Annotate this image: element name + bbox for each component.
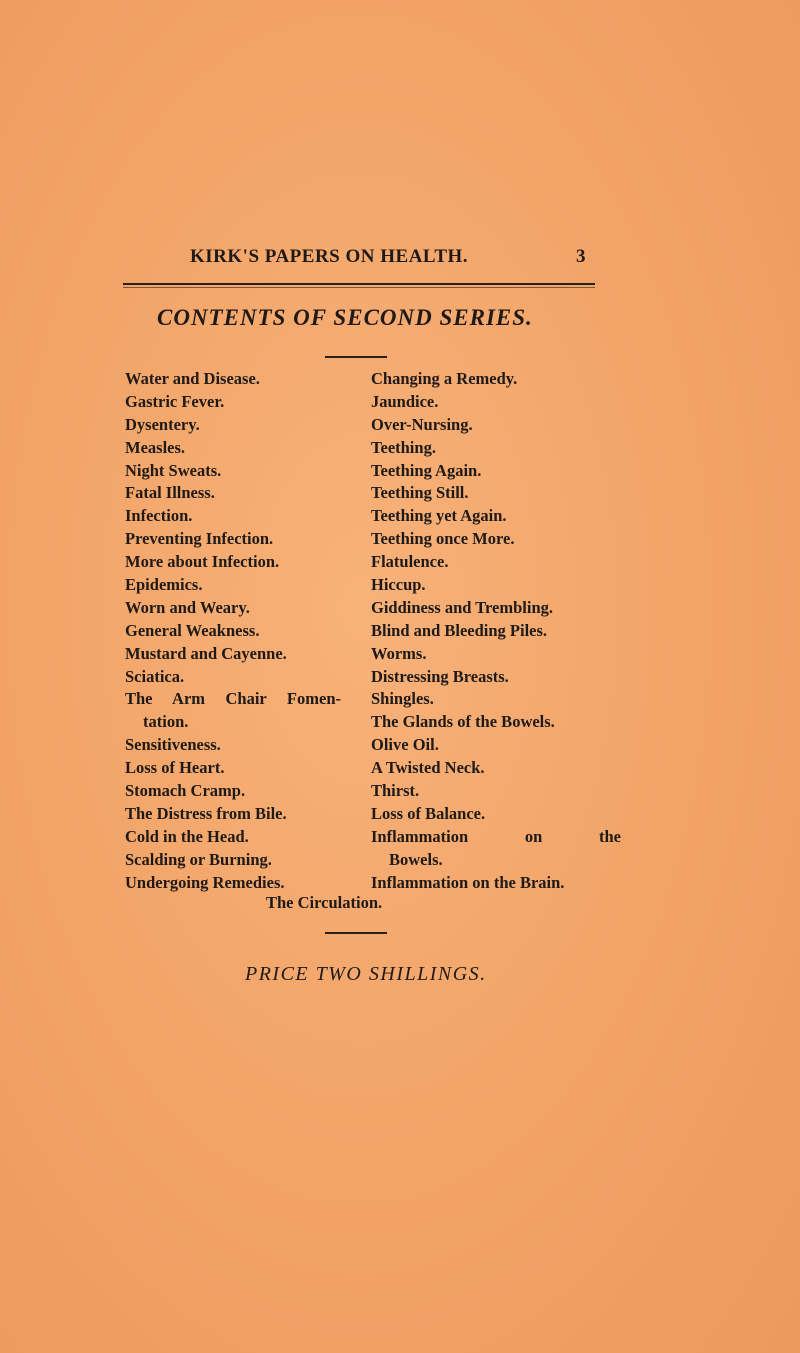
header-rule-thin <box>123 287 595 288</box>
contents-item: Hiccup. <box>371 575 426 595</box>
contents-item-continuation: tation. <box>143 712 189 732</box>
contents-item: Dysentery. <box>125 414 200 434</box>
contents-item: Over-Nursing. <box>371 414 473 434</box>
contents-item-continuation: Bowels. <box>389 849 443 869</box>
contents-item: Cold in the Head. <box>125 826 249 846</box>
contents-item: Epidemics. <box>125 575 203 595</box>
contents-item: Thirst. <box>371 781 420 801</box>
contents-item: Undergoing Remedies. <box>125 872 285 892</box>
contents-left-column <box>125 368 341 894</box>
contents-item: General Weakness. <box>125 620 260 640</box>
contents-item: Scalding or Burning. <box>125 849 272 869</box>
contents-item: Shingles. <box>371 689 434 709</box>
title-divider <box>325 356 387 358</box>
header-rule <box>123 283 595 285</box>
contents-item: Teething once More. <box>371 529 515 549</box>
contents-item: Worn and Weary. <box>125 597 250 617</box>
contents-item: Inflammation on the Brain. <box>371 872 565 892</box>
contents-item: Inflammation on the <box>371 826 621 846</box>
price-divider <box>325 932 387 934</box>
contents-item: Gastric Fever. <box>125 391 225 411</box>
contents-item: Worms. <box>371 643 427 663</box>
contents-item: Blind and Bleeding Piles. <box>371 620 548 640</box>
contents-item: Teething Again. <box>371 460 482 480</box>
contents-right-column <box>371 368 641 894</box>
contents-item: Loss of Heart. <box>125 758 225 778</box>
contents-item: Flatulence. <box>371 552 449 572</box>
contents-item: The Distress from Bile. <box>125 803 287 823</box>
contents-item: Water and Disease. <box>125 369 260 388</box>
contents-item: A Twisted Neck. <box>371 758 485 778</box>
contents-item: Distressing Breasts. <box>371 666 509 686</box>
contents-item: Teething Still. <box>371 483 469 503</box>
contents-item: Night Sweats. <box>125 460 222 480</box>
contents-item: Changing a Remedy. <box>371 369 518 388</box>
contents-item: Sciatica. <box>125 666 185 686</box>
contents-item: Olive Oil. <box>371 735 439 755</box>
contents-item: Fatal Illness. <box>125 483 215 503</box>
contents-item: Giddiness and Trembling. <box>371 597 554 617</box>
page-number: 3 <box>576 246 586 267</box>
section-title: CONTENTS OF SECOND SERIES. <box>157 305 533 330</box>
running-head-title: KIRK'S PAPERS ON HEALTH. <box>190 246 469 267</box>
price-line: PRICE TWO SHILLINGS. <box>245 963 487 985</box>
contents-item: More about Infection. <box>125 552 280 572</box>
contents-item: Sensitiveness. <box>125 735 221 755</box>
contents-item: Stomach Cramp. <box>125 781 246 801</box>
contents-final-item: The Circulation. <box>266 893 383 912</box>
contents-item: Jaundice. <box>371 391 439 411</box>
contents-item: Preventing Infection. <box>125 529 274 549</box>
contents-item: Mustard and Cayenne. <box>125 643 287 663</box>
contents-item: Loss of Balance. <box>371 803 486 823</box>
contents-item: The Arm Chair Fomen- <box>125 689 341 709</box>
contents-item: The Glands of the Bowels. <box>371 712 555 732</box>
contents-item: Teething yet Again. <box>371 506 507 526</box>
contents-item: Infection. <box>125 506 193 526</box>
contents-item: Teething. <box>371 437 436 457</box>
contents-item: Measles. <box>125 437 186 457</box>
